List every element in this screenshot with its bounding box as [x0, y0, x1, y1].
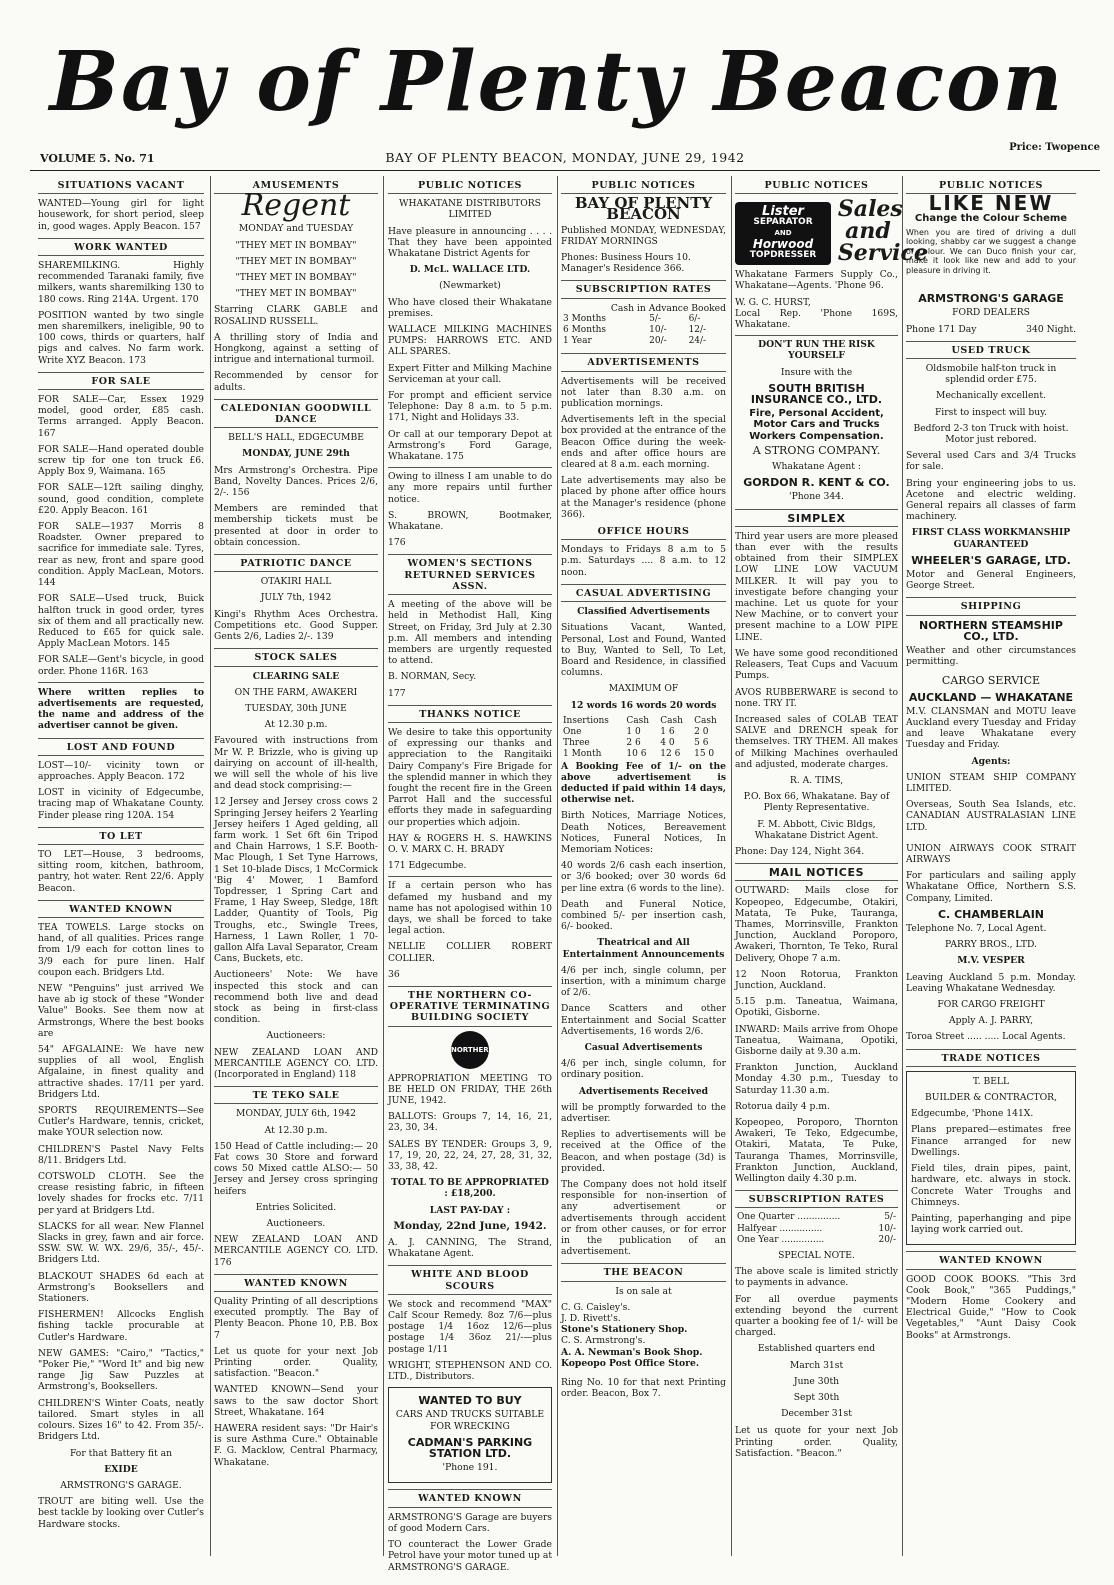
- ad-text: MONDAY, JULY 6th, 1942: [236, 1108, 356, 1120]
- lister-ad-logo: Lister SEPARATOR AND Horwood TOPDRESSER: [735, 202, 831, 265]
- ad-text: SLACKS for all wear. New Flannel Slacks in grey, fawn and air force. SSW. SW. W. WX. 29/6, 35/-, 45/-. Bridgers Ltd.: [38, 1220, 204, 1266]
- quarter-date: Sept 30th: [793, 1392, 840, 1404]
- film-title: "THEY MET IN BOMBAY": [235, 288, 357, 300]
- ad-text: D. McL. WALLACE LTD.: [409, 264, 531, 276]
- ad-text: LOST in vicinity of Edgecumbe, tracing map of Whakatane County. Finder please ring 120A. 154: [38, 787, 204, 821]
- ad-text: Rotorua daily 4 p.m.: [735, 1100, 830, 1112]
- ad-text: FOR SALE—Gent's bicycle, in good order. Phone 116R. 163: [38, 654, 204, 677]
- ad-text: FOR SALE—Hand operated double screw tip for one ton truck £6. Apply Box 9, Waimana. 165: [38, 443, 204, 478]
- ad-heading: WHEELER'S GARAGE, LTD.: [911, 553, 1071, 567]
- ad-text: W. G. C. HURST,: [735, 296, 811, 308]
- column-divider: [731, 176, 732, 1556]
- section-heading: WANTED KNOWN: [906, 1251, 1076, 1269]
- ad-text: Let us quote for your next Job Printing order. Quality, Satisfaction. "Beacon.": [735, 1425, 898, 1459]
- ad-text: SALES BY TENDER: Groups 3, 9, 17, 19, 20, 22, 24, 27, 28, 31, 32, 33, 38, 42.: [388, 1138, 552, 1173]
- ad-text: FOR CARGO FREIGHT: [937, 999, 1045, 1011]
- ad-text: BLACKOUT SHADES 6d each at Armstrong's Booksellers and Stationers.: [38, 1270, 204, 1305]
- ad-text: SPORTS REQUIREMENTS—See Cutler's Hardware, tennis, cricket, make YOUR selection now.: [38, 1105, 204, 1139]
- ad-text: For particulars and sailing apply Whakatane Office, Northern S.S. Company, Limited.: [906, 870, 1076, 904]
- ad-text: 12 words 16 words 20 words: [570, 699, 717, 711]
- ad-text: We stock and recommend "MAX" Calf Scour Remedy. 8oz 7/6—plus postage 1/4 16oz 12/6—plus postage 1/4 36oz 21/-—plus postage 1/11: [388, 1298, 552, 1355]
- section-heading: PUBLIC NOTICES: [906, 180, 1076, 194]
- film-title: "THEY MET IN BOMBAY": [235, 255, 357, 267]
- ad-text: Who have closed their Whakatane premises.: [388, 296, 552, 319]
- ad-text: Kopeopeo, Poroporo, Thornton Awakeri, Te Teko, Edgecumbe, Otakiri, Matata, Te Puke, Tauranga Thames, Morrinsville, Frankton Junction, Auckland, Wellington daily 4.30 p.m.: [735, 1117, 898, 1185]
- ad-text: Expert Fitter and Milking Machine Serviceman at your call.: [388, 362, 552, 385]
- ad-text: CARGO SERVICE: [941, 674, 1041, 688]
- ad-text: 4/6 per inch, single column, per insertion, with a minimum charge of 2/6.: [561, 964, 726, 999]
- ad-number: 177: [388, 687, 406, 699]
- section-heading: FOR SALE: [38, 372, 204, 390]
- ad-text: Bring your engineering jobs to us. Acetone and electric welding. General repairs all classes of farm machinery.: [906, 477, 1076, 523]
- ad-text: FOR SALE—12ft sailing dinghy, sound, good condition, complete £20. Apply Beacon. 161: [38, 482, 204, 516]
- ad-text: CLEARING SALE: [252, 670, 340, 682]
- ad-text: WANTED KNOWN—Send your saws to the saw doctor Short Street, Whakatane. 164: [214, 1384, 378, 1418]
- ad-text: Advertisements will be received not later than 8.30 a.m. on publication mornings.: [561, 375, 726, 410]
- ad-text: At 12.30 p.m.: [264, 719, 328, 731]
- ad-text: Have pleasure in announcing . . . . That they have been appointed Whakatane District Agents for: [388, 225, 552, 260]
- ad-text: For all overdue payments extending beyond the current quarter a booking fee of 1/- will be charged.: [735, 1293, 898, 1339]
- section-heading: LOST AND FOUND: [38, 738, 204, 756]
- ad-text: CHILDREN'S Pastel Navy Felts 8/11. Bridgers Ltd.: [38, 1143, 204, 1166]
- ad-text: 54" AFGALAINE: We have new supplies of all wool, English Afgalaine, in finest quality and attractive shades. 17/11 per yard. Bridgers Ltd.: [38, 1044, 204, 1100]
- ad-text: Death and Funeral Notice, combined 5/- per insertion cash, 6/- booked.: [561, 898, 726, 933]
- ad-text: Phones: Business Hours 10.: [561, 252, 691, 264]
- ad-text: FOR SALE—Used truck, Buick halfton truck in good order, tyres six of them and all practically new. Reduced to £65 for quick sale. Apply MacLean Motors. 145: [38, 593, 204, 650]
- ad-text: 12 Jersey and Jersey cross cows 2 Springing Jersey heifers 2 Yearling Jersey heifers 1 Aged gelding, all farm work. 1 Set 6ft 6in Tripod and Chain Harrows, 1 S.F. Booth-Mac Plough, 1 Set Tyne Harrows, 1 Set 10-blade Discs, 1 McCormick 'Big 4' Mower, 1 Bamford Topdresser, 1 Spring Cart and Frame, 1 Hay Sweep, Sledge, 18ft Ladder, Quantity of Tools, Pig Troughs, etc., Swingle Trees, Harness, 1 Lawn Roller, 1 70-gallon Alfa Laval Separator, Cream Cans, Buckets, etc.: [214, 796, 378, 965]
- ad-text: Motor and General Engineers, George Street.: [906, 568, 1076, 592]
- ad-text: LOST—10/- vicinity town or approaches. Apply Beacon. 172: [38, 759, 204, 782]
- like-new-banner: LIKE NEW: [928, 191, 1054, 216]
- ad-text: TO LET—House, 3 bedrooms, sitting room, kitchen, bathroom, pantry, hot water. Rent 22/6. Apply Beacon.: [38, 848, 204, 894]
- section-heading: ADVERTISEMENTS: [561, 353, 726, 371]
- ad-text: Replies to advertisements will be received at the Office of the Beacon, and when postage (3d) is provided.: [561, 1129, 726, 1174]
- ad-text: Theatrical and All Entertainment Announcements: [562, 937, 725, 960]
- subscription-table: One Quarter ............... 5/- Halfyear ............... 10/- One Year ............... 20/-: [737, 1212, 896, 1245]
- price: Price: Twopence: [1009, 142, 1100, 153]
- ad-text: A Booking Fee of 1/- on the above advertisement is deducted if paid within 14 days, otherwise net.: [561, 760, 726, 806]
- ad-text: B. NORMAN, Secy.: [388, 671, 477, 683]
- quarter-date: June 30th: [793, 1375, 840, 1387]
- ad-text: Several used Cars and 3/4 Trucks for sale.: [906, 450, 1076, 473]
- ad-text: BUILDER & CONTRACTOR,: [924, 1092, 1058, 1104]
- ad-text: NEW ZEALAND LOAN AND MERCANTILE AGENCY CO. LTD. 176: [214, 1234, 378, 1268]
- ad-text: Or call at our temporary Depot at Armstrong's Ford Garage, Whakatane. 175: [388, 428, 552, 463]
- ad-text: Third year users are more pleased than ever with the results obtained from their SIMPLEX LOW LINE LOW VACUUM MILKER. It will pay you to investigate before changing your machine. Let us quote for your New Machine, or to convert your present machine to a LOW PIPE LINE.: [735, 530, 898, 643]
- masthead: [0, 22, 1114, 142]
- ad-text: MONDAY, JUNE 29th: [242, 448, 350, 460]
- section-heading: SUBSCRIPTION RATES: [735, 1190, 898, 1208]
- section-heading: OFFICE HOURS: [561, 526, 726, 540]
- ad-text: Mrs Armstrong's Orchestra. Pipe Band, Novelty Dances. Prices 2/6, 2/-. 156: [214, 464, 378, 499]
- northern-logo: NORTHERN: [451, 1031, 489, 1069]
- ad-text: Phone 171 Day: [906, 323, 977, 335]
- ad-text: For prompt and efficient service Telephone: Day 8 a.m. to 5 p.m. 171, Night and Holidays 33.: [388, 390, 552, 424]
- issue-date: BAY OF PLENTY BEACON, MONDAY, JUNE 29, 1942: [385, 150, 745, 165]
- ad-text: 150 Head of Cattle including:— 20 Fat cows 30 Store and forward cows 50 Mixed cattle ALSO:— 50 Jersey and Jersey cross springing heifers: [214, 1140, 378, 1197]
- ad-number: 36: [388, 968, 400, 980]
- ad-text: ON THE FARM, AWAKERI: [234, 686, 358, 698]
- ad-text: Auctioneers:: [266, 1030, 326, 1042]
- ad-text: The Company does not hold itself responsible for non-insertion of any advertisement or advertisements through accident or from other causes, or for error in the publication of an advertisement.: [561, 1179, 726, 1258]
- section-heading: PUBLIC NOTICES: [561, 180, 726, 194]
- ad-text: Edgecumbe, 'Phone 141X.: [911, 1108, 1034, 1120]
- ad-text: CARS AND TRUCKS SUITABLE FOR WRECKING: [395, 1409, 545, 1432]
- ad-text: Phone: Day 124, Night 364.: [735, 845, 865, 857]
- section-heading: SHIPPING: [906, 597, 1076, 615]
- section-heading: THE NORTHERN CO-OPERATIVE TERMINATING BUILDING SOCIETY: [388, 986, 552, 1027]
- ad-text: FOR SALE—Car, Essex 1929 model, good order, £85 cash. Terms arranged. Apply Beacon. 167: [38, 394, 204, 439]
- column-beacon-info: [561, 174, 726, 1554]
- ad-text: R. A. TIMS,: [789, 774, 844, 786]
- ad-text: Advertisements Received: [578, 1085, 709, 1097]
- ad-text: A thrilling story of India and Hongkong, against a setting of intrigue and international turmoil.: [214, 331, 378, 366]
- ad-heading: C. CHAMBERLAIN: [937, 907, 1044, 921]
- quarter-date: March 31st: [789, 1359, 844, 1371]
- ad-text: Agents:: [971, 755, 1011, 767]
- header-rule: [30, 170, 1100, 171]
- ad-heading: GORDON R. KENT & CO.: [743, 476, 890, 490]
- regent-logo: Regent: [241, 188, 351, 224]
- ad-text: T. BELL: [972, 1075, 1010, 1087]
- ad-text: PARRY BROS., LTD.: [945, 939, 1037, 951]
- ad-text: GOOD COOK BOOKS. "This 3rd Cook Book," "365 Puddings," "Modern Home Cookery and Electrical Guide," "How to Cook Vegetables," "Aunt Daisy Cook Books" at Armstrongs.: [906, 1273, 1076, 1341]
- section-heading: WOMEN'S SECTIONS RETURNED SERVICES ASSN.: [388, 554, 552, 595]
- ad-text: NELLIE COLLIER ROBERT COLLIER.: [388, 941, 552, 964]
- ad-text: Leaving Auckland 5 p.m. Monday. Leaving Whakatane Wednesday.: [906, 971, 1076, 994]
- section-heading: STOCK SALES: [214, 648, 378, 666]
- section-heading: WANTED KNOWN: [388, 1489, 552, 1507]
- ad-text: Oldsmobile half-ton truck in splendid order £75.: [925, 362, 1057, 386]
- ad-text: JULY 7th, 1942: [260, 592, 332, 604]
- ad-text: If a certain person who has defamed my husband and my name has not apologised within 10 days, we shall be forced to take legal action.: [388, 876, 552, 936]
- section-heading: USED TRUCK: [906, 341, 1076, 359]
- ad-text: WANTED—Young girl for light housework, for short period, sleep in, good wages. Apply Beacon. 157: [38, 198, 204, 232]
- ad-text: MAXIMUM OF: [608, 683, 679, 695]
- ad-heading: WANTED TO BUY: [418, 1394, 522, 1408]
- section-heading: PUBLIC NOTICES: [388, 180, 552, 194]
- ad-text: (Newmarket): [439, 280, 501, 292]
- ad-text: Increased sales of COLAB TEAT SALVE and DRENCH speak for themselves. TRY THEM. All makes of Milking Machines overhauled and adjusted, moderate charges.: [735, 713, 898, 770]
- ad-text: Mondays to Fridays 8 a.m to 5 p.m. Saturdays .... 8 a.m. to 12 noon.: [561, 544, 726, 578]
- ad-text: FISHERMEN! Allcocks English fishing tackle procurable at Cutler's Hardware.: [38, 1309, 204, 1343]
- section-heading: WHITE AND BLOOD SCOURS: [388, 1265, 552, 1294]
- column-divider: [902, 176, 903, 1556]
- ad-text: Established quarters end: [757, 1343, 876, 1355]
- ad-text: Manager's Residence 366.: [561, 263, 685, 275]
- ad-text: Weather and other circumstances permitting.: [906, 644, 1076, 668]
- ad-heading: ARMSTRONG'S GARAGE: [918, 292, 1064, 306]
- column-garage-shipping: [906, 174, 1076, 1554]
- ad-text: Late advertisements may also be placed by phone after office hours at the Manager's residence (phone 366).: [561, 475, 726, 520]
- ad-text: When you are tired of driving a dull looking, shabby car we suggest a change of colour. We can Duco finish your car, make it look like new and add to your pleasure in driving it.: [906, 227, 1076, 275]
- ad-text: FOR SALE—1937 Morris 8 Roadster. Owner prepared to sacrifice for immediate sale. Tyres, rear as new, front and spare good condition. Apply MacLean, Motors. 144: [38, 521, 204, 589]
- ad-text: P.O. Box 66, Whakatane. Bay of Plenty Representative.: [743, 791, 890, 814]
- ad-text: OUTWARD: Mails close for Kopeopeo, Edgecumbe, Otakiri, Matata, Te Puke, Tauranga, Thames, Morrinsville, Frankton Junction, Auckland Poroporo, Awakeri, Thornton, Te Teko, Rural Delivery, Ohope 7 a.m.: [735, 885, 898, 964]
- section-heading: THE BEACON: [561, 1263, 726, 1281]
- ad-heading: Change the Colour Scheme: [914, 213, 1068, 225]
- ad-text: At 12.30 p.m.: [264, 1124, 328, 1136]
- column-public-notices-1: [388, 174, 553, 1573]
- ad-text: SHAREMILKING. Highly recommended Taranaki family, five milkers, wants sharemilking 130 to 180 cows. Ring 214A. Urgent. 170: [38, 260, 204, 305]
- ad-text: Auctioneers' Note: We have inspected this stock and can recommend both live and dead stock as being in first-class condition.: [214, 969, 378, 1026]
- ad-text: UNION AIRWAYS COOK STRAIT AIRWAYS: [906, 842, 1076, 866]
- ad-heading: SOUTH BRITISH INSURANCE CO., LTD.: [750, 381, 883, 407]
- ad-text: Birth Notices, Marriage Notices, Death Notices, Bereavement Notices, Funeral Notices, In Memoriam Notices:: [561, 810, 726, 855]
- ad-text: Quality Printing of all descriptions executed promptly. The Bay of Plenty Beacon. Phone 10, P.B. Box 7: [214, 1296, 378, 1341]
- section-heading: TO LET: [38, 827, 204, 845]
- ad-text: ARMSTRONG'S Garage are buyers of good Modern Cars.: [388, 1511, 552, 1534]
- ad-text: 5.15 p.m. Taneatua, Waimana, Opotiki, Gisborne.: [735, 996, 898, 1019]
- section-heading: WORK WANTED: [38, 238, 204, 256]
- ad-text: UNION STEAM SHIP COMPANY LIMITED.: [906, 771, 1076, 795]
- section-heading: PATRIOTIC DANCE: [214, 554, 378, 572]
- ad-text: Let us quote for your next Job Printing order. Quality, satisfaction. "Beacon.": [214, 1345, 378, 1380]
- ad-text: FORD DEALERS: [952, 307, 1030, 319]
- seller-item: Kopeopo Post Office Store.: [561, 1357, 700, 1369]
- ad-text: Is on sale at: [615, 1285, 672, 1297]
- ad-text: POSITION wanted by two single men sharemilkers, ineligible, 90 to 100 cows, thirds or quarters, half pigs and calves. No farm work. Write XYZ Beacon. 173: [38, 309, 204, 366]
- ad-text: Situations Vacant, Wanted, Personal, Lost and Found, Wanted to Buy, Wanted to Sell, To Let, Board and Residence, in classified columns.: [561, 622, 726, 679]
- seller-item: J. D. Rivett's.: [561, 1313, 621, 1325]
- rates-table: Insertions Cash Cash Cash One 1 0 1 6 2 0 Three 2 6 4 0 5 6 1 Month 10 6 12 6 15 0: [563, 715, 717, 760]
- seller-item: Stone's Stationery Shop.: [561, 1324, 688, 1336]
- ad-text: MONDAY and TUESDAY: [238, 223, 354, 235]
- ad-heading: CADMAN'S PARKING STATION LTD.: [407, 1435, 533, 1461]
- film-title: "THEY MET IN BOMBAY": [235, 272, 357, 284]
- ad-text: First to inspect will buy.: [934, 406, 1048, 418]
- ad-text: Fire, Personal Accident, Motor Cars and Trucks Workers Compensation.: [749, 408, 884, 442]
- ad-text: CHILDREN'S Winter Coats, neatly tailored. Smart styles in all colours. Sizes 16" to 42. From 35/-. Bridgers Ltd.: [38, 1397, 204, 1443]
- ad-text: Ring No. 10 for that next Printing order. Beacon, Box 7.: [561, 1377, 726, 1400]
- ad-text: TUESDAY, 30th JUNE: [245, 702, 347, 714]
- ad-text: We have some good reconditioned Releasers, Teat Cups and Vacuum Pumps.: [735, 647, 898, 682]
- section-heading: TE TEKO SALE: [214, 1086, 378, 1104]
- ad-text: A meeting of the above will be held in Methodist Hall, King Street, on Friday, 3rd July at 2.30 p.m. All members and intending members are urgently requested to attend.: [388, 599, 552, 667]
- ad-text: NEW GAMES: "Cairo," "Tactics," "Poker Pie," "Word It" and big new range Jig Saw Puzzles at Armstrong's, Booksellers.: [38, 1347, 204, 1393]
- ad-text: The above scale is limited strictly to payments in advance.: [735, 1266, 898, 1289]
- ad-text: A STRONG COMPANY.: [752, 443, 881, 457]
- ad-text: TOTAL TO BE APPROPRIATED : £18,200.: [391, 1177, 549, 1200]
- ad-text: For that Battery fit an: [69, 1447, 173, 1459]
- seller-item: C. G. Caisley's.: [561, 1301, 631, 1313]
- section-heading: TRADE NOTICES: [906, 1049, 1076, 1067]
- ad-text: 171 Edgecumbe.: [388, 860, 467, 872]
- ad-text: Classified Advertisements: [577, 606, 710, 618]
- ad-text: Advertisements left in the special box provided at the entrance of the Beacon Office during the week-ends and after office hours are cleared at 8 a.m. each morning.: [561, 414, 726, 471]
- ad-text: HAY & ROGERS H. S. HAWKINS O. V. MARX C. H. BRADY: [388, 832, 552, 855]
- ad-heading: AUCKLAND — WHAKATANE: [908, 690, 1074, 704]
- ad-text: S. BROWN, Bootmaker, Whakatane.: [388, 509, 552, 533]
- ad-text: TROUT are biting well. Use the best tackle by looking over Cutler's Hardware stocks.: [38, 1496, 204, 1530]
- seller-item: C. S. Armstrong's.: [561, 1335, 646, 1347]
- ad-text: BELL'S HALL, EDGECUMBE: [228, 432, 364, 444]
- ad-heading: NORTHERN STEAMSHIP CO., LTD.: [919, 618, 1063, 643]
- section-heading: SUBSCRIPTION RATES: [561, 280, 726, 298]
- ad-text: NEW "Penguins" just arrived We have ab ig stock of these "Wonder Value" Books. See them now at Armstrongs, Where the best books are: [38, 982, 204, 1039]
- ad-text: Toroa Street ..... ..... Local Agents.: [906, 1031, 1066, 1043]
- subscription-table: 3 Months 5/- 6/- 6 Months 10/- 12/- 1 Year 20/- 24/-: [563, 313, 707, 347]
- section-heading: THANKS NOTICE: [388, 705, 552, 723]
- volume-number: VOLUME 5. No. 71: [40, 152, 155, 165]
- ad-text: EXIDE: [104, 1463, 138, 1475]
- ad-text: Whakatane Agent :: [772, 461, 861, 473]
- reply-notice: Where written replies to advertisements are requested, the name and address of the advertiser cannot be given.: [38, 682, 204, 732]
- column-amusements: [214, 174, 378, 1554]
- ad-text: Recommended by censor for adults.: [214, 370, 378, 393]
- ad-text: HAWERA resident says: "Dr Hair's is sure Asthma Cure." Obtainable F. G. Macklow, Central Pharmacy, Whakatane.: [214, 1423, 378, 1468]
- ad-text: ARMSTRONG'S GARAGE.: [60, 1479, 182, 1491]
- ad-text: 12 Noon Rotorua, Frankton Junction, Auckland.: [735, 968, 898, 991]
- ad-text: Members are reminded that membership tickets must be presented at door in order to obtain concession.: [214, 503, 378, 548]
- ad-number: 176: [388, 537, 406, 549]
- ad-text: M.V. VESPER: [957, 955, 1025, 967]
- ad-text: 40 words 2/6 cash each insertion, or 3/6 booked; over 30 words 6d per line extra (6 words to the line).: [561, 860, 726, 894]
- section-heading: SITUATIONS VACANT: [38, 180, 204, 194]
- ad-text: BALLOTS: Groups 7, 14, 16, 21, 23, 30, 34.: [388, 1111, 552, 1134]
- ad-text: Local Rep. 'Phone 169S, Whakatane.: [735, 307, 898, 331]
- ad-text: Bedford 2-3 ton Truck with hoist. Motor just rebored.: [913, 422, 1069, 445]
- ad-text: Telephone No. 7, Local Agent.: [906, 923, 1047, 935]
- ad-text: Dance Scatters and other Entertainment and Social Scatter Advertisements, 16 words 2/6.: [561, 1003, 726, 1037]
- ad-text: WHAKATANE DISTRIBUTORS LIMITED: [399, 198, 541, 221]
- ad-text: COTSWOLD CLOTH. See the crease resisting fabric, in fifteen lovely shades for frocks etc. 7/11 per yard at Bridgers Ltd.: [38, 1171, 204, 1216]
- ad-text: 'Phone 344.: [789, 491, 844, 503]
- ad-text: TO counteract the Lower Grade Petrol have your motor tuned up at ARMSTRONG'S GARAGE.: [388, 1539, 553, 1573]
- ad-text: TEA TOWELS. Large stocks on hand, of all qualities. Prices range from 1/9 each for cotton lines to 3/9 each for pure linen. Half coupon each. Bridgers Ltd.: [38, 921, 204, 978]
- film-title: "THEY MET IN BOMBAY": [235, 239, 357, 251]
- ad-text: APPROPRIATION MEETING TO BE HELD ON FRIDAY, THE 26th JUNE, 1942.: [388, 1072, 552, 1106]
- ad-text: Owing to illness I am unable to do any more repairs until further notice.: [388, 467, 552, 505]
- ad-text: 4/6 per inch, single column, for ordinary position.: [561, 1058, 726, 1081]
- ad-text: M.V. CLANSMAN and MOTU leave Auckland every Tuesday and Friday and leave Whakatane every Tuesday and Friday.: [906, 705, 1076, 751]
- ad-text: Plans prepared—estimates free Finance arranged for new Dwellings.: [911, 1124, 1071, 1158]
- sales-service-text: Sales and Service: [837, 196, 928, 267]
- ad-text: A. J. CANNING, The Strand, Whakatane Agent.: [388, 1237, 552, 1260]
- seller-item: A. A. Newman's Book Shop.: [561, 1346, 703, 1358]
- ad-text: Apply A. J. PARRY,: [948, 1015, 1034, 1027]
- section-heading: PUBLIC NOTICES: [735, 180, 898, 194]
- ad-text: Frankton Junction, Auckland Monday 4.30 p.m., Tuesday to Saturday 11.30 a.m.: [735, 1062, 898, 1096]
- ad-text: Field tiles, drain pipes, paint, hardware, etc. always in stock. Concrete Water Troughs and Chimneys.: [911, 1163, 1071, 1208]
- ad-text: Favoured with instructions from Mr W. P. Brizzle, who is giving up dairying on account of ill-health, we will sell the whole of his live and dead stock comprising:—: [214, 735, 378, 792]
- ad-text: LAST PAY-DAY :: [429, 1204, 511, 1216]
- ad-text: Mechanically excellent.: [936, 390, 1046, 402]
- ad-text: Published MONDAY, WEDNESDAY, FRIDAY MORNINGS: [561, 224, 726, 247]
- column-divider: [557, 176, 558, 1556]
- ad-text: 'Phone 191.: [442, 1462, 498, 1474]
- ad-text: FIRST CLASS WORKMANSHIP GUARANTEED: [911, 527, 1071, 550]
- ad-text: Insure with the: [780, 366, 853, 378]
- quarter-date: December 31st: [781, 1408, 852, 1420]
- section-heading: AMUSEMENTS: [214, 180, 378, 194]
- section-heading: CASUAL ADVERTISING: [561, 584, 726, 602]
- section-heading: WANTED KNOWN: [38, 900, 204, 918]
- column-divider: [210, 176, 211, 1556]
- section-heading: WANTED KNOWN: [214, 1274, 378, 1292]
- column-divider: [383, 176, 384, 1556]
- ad-text: Monday, 22nd June, 1942.: [393, 1219, 547, 1232]
- ad-text: DON'T RUN THE RISK YOURSELF: [735, 335, 898, 361]
- section-heading: MAIL NOTICES: [735, 863, 898, 881]
- ad-text: Whakatane Farmers Supply Co., Whakatane—Agents. 'Phone 96.: [735, 269, 898, 292]
- ad-text: Starring CLARK GABLE and ROSALIND RUSSELL.: [214, 304, 378, 327]
- ad-text: AVOS RUBBERWARE is second to none. TRY IT.: [735, 686, 898, 709]
- ad-text: WRIGHT, STEPHENSON AND CO. LTD., Distributors.: [388, 1359, 552, 1383]
- section-heading: CALEDONIAN GOODWILL DANCE: [214, 399, 378, 428]
- ad-text: WALLACE MILKING MACHINES PUMPS: HARROWS ETC. AND ALL SPARES.: [388, 324, 552, 358]
- ad-text: Auctioneers.: [266, 1218, 326, 1230]
- ad-text: F. M. Abbott, Civic Bldgs, Whakatane District Agent.: [754, 818, 879, 841]
- newspaper-title: Bay of Plenty Beacon: [49, 34, 1065, 130]
- ad-text: Painting, paperhanging and pipe laying work carried out.: [911, 1212, 1071, 1236]
- ad-text: INWARD: Mails arrive from Ohope Taneatua, Waimana, Opotiki, Gisborne daily at 9.30 a.m.: [735, 1023, 898, 1057]
- ad-text: We desire to take this opportunity of expressing our thanks and appreciation to the Rangitaiki Dairy Company's Fire Brigade for the splendid manner in which they fought the recent fire in the Green Parrot Hall and the successful efforts they made in safeguarding our properties which adjoin.: [388, 726, 552, 828]
- ad-text: Overseas, South Sea Islands, etc. CANADIAN AUSTRALASIAN LINE LTD.: [906, 799, 1076, 833]
- ad-text: NEW ZEALAND LOAN AND MERCANTILE AGENCY CO. LTD. (Incorporated in England) 118: [214, 1046, 378, 1080]
- ad-text: Casual Advertisements: [584, 1042, 703, 1053]
- dateline: [30, 142, 1100, 168]
- ad-text: Cash in Advance Booked: [610, 302, 726, 314]
- column-classifieds: [38, 174, 204, 1554]
- column-public-notices-2: [735, 174, 928, 1554]
- ad-text: Entries Solicited.: [255, 1201, 337, 1213]
- ad-text: will be promptly forwarded to the advertiser.: [561, 1101, 726, 1125]
- ad-text: OTAKIRI HALL: [260, 576, 332, 588]
- ad-text: 340 Night.: [1026, 323, 1076, 335]
- paper-name: BAY OF PLENTY BEACON: [574, 194, 713, 224]
- section-heading: SIMPLEX: [735, 509, 898, 527]
- ad-text: SPECIAL NOTE.: [778, 1250, 855, 1262]
- ad-text: Kingi's Rhythm Aces Orchestra. Competitions etc. Good Supper. Gents 2/6, Ladies 2/-. 139: [214, 608, 378, 643]
